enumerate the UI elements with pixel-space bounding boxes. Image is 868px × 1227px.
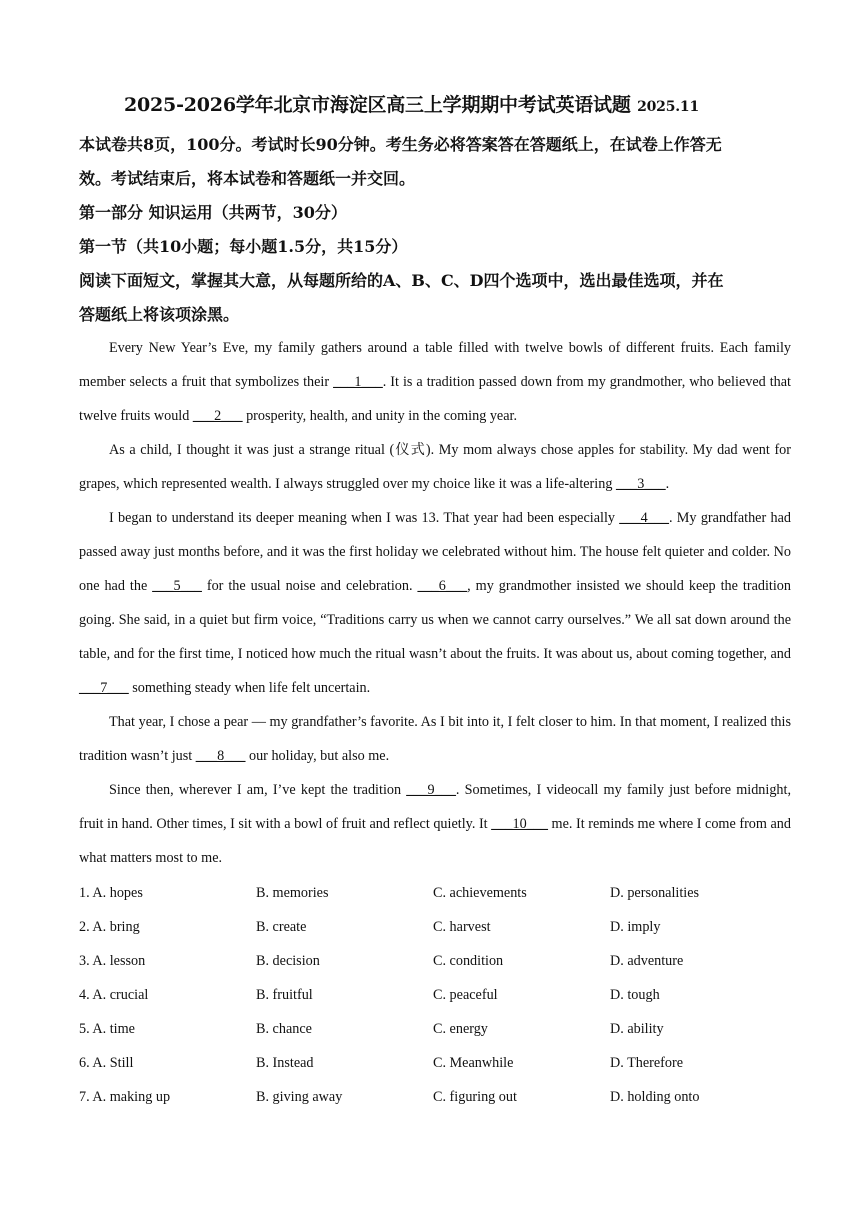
exam-instructions: [79, 128, 799, 332]
option-a: 5. A. time: [79, 1020, 135, 1037]
instruction-line: 本试卷共8页，100分。考试时长90分钟。考生务必将答案答在答题纸上，在试卷上作答无: [79, 135, 722, 154]
passage-text: , my grandmother insisted we should keep the tradition going. She said, in a quiet but firm voice, “Traditions carry us when we cannot carry ourselves.” We all sat down around the table, and for the first time, I noticed how much the ritual wasn’t about the fruits. It was about us, about coming together, and: [79, 578, 791, 662]
option-c: C. energy: [433, 1020, 488, 1037]
option-row-5: [79, 1012, 799, 1046]
blank-4: ___4___: [619, 510, 669, 526]
page-title: [124, 90, 804, 117]
option-a: 6. A. Still: [79, 1054, 134, 1071]
passage-paragraph-1: [79, 331, 791, 433]
passage-paragraph-4: [79, 705, 791, 773]
option-b: B. giving away: [256, 1088, 343, 1105]
passage-text: for the usual noise and celebration.: [201, 578, 418, 594]
option-c: C. Meanwhile: [433, 1054, 514, 1071]
blank-9: ___9___: [406, 782, 456, 798]
option-a: 3. A. lesson: [79, 952, 146, 969]
option-a: 1. A. hopes: [79, 884, 143, 901]
option-a: 4. A. crucial: [79, 986, 149, 1003]
option-c: C. peaceful: [433, 986, 498, 1003]
passage-text: something steady when life felt uncertain.: [128, 680, 371, 696]
title-main: 2025-2026学年北京市海淀区高三上学期期中考试英语试题: [124, 94, 631, 116]
passage-text: our holiday, but also me.: [245, 748, 390, 764]
passage-text: Every New Year’s Eve, my family gathers around a table filled with twelve bowls of different fruits. Each family member selects a fruit that symbolizes their: [79, 340, 791, 390]
blank-3: ___3___: [615, 476, 666, 492]
subsection-heading: 第一节（共10小题；每小题1.5分，共15分）: [79, 237, 408, 256]
passage-text: As a child, I thought it was just a strange ritual (仪式). My mom always chose apples for stability. My dad went for grapes, which represented wealth. I always struggled over my choice like it was a life-altering: [79, 442, 791, 492]
passage-paragraph-3: [79, 501, 791, 705]
blank-2: ___2___: [192, 408, 243, 424]
option-row-2: [79, 910, 799, 944]
option-b: B. Instead: [256, 1054, 314, 1071]
option-d: D. holding onto: [610, 1088, 700, 1105]
option-b: B. decision: [256, 952, 320, 969]
option-c: C. harvest: [433, 918, 491, 935]
passage-text: . It is a tradition passed down from my grandmother, who believed that twelve fruits would: [79, 374, 791, 424]
blank-6: ___6___: [417, 578, 468, 594]
option-row-7: [79, 1080, 799, 1114]
option-c: C. achievements: [433, 884, 527, 901]
passage-text: prosperity, health, and unity in the coming year.: [242, 408, 518, 424]
option-d: D. personalities: [610, 884, 700, 901]
option-c: C. condition: [433, 952, 504, 969]
blank-5: ___5___: [152, 578, 202, 594]
task-direction: 阅读下面短文，掌握其大意，从每题所给的A、B、C、D四个选项中，选出最佳选项，并在: [79, 271, 724, 290]
passage-text: Since then, wherever I am, I’ve kept the tradition: [109, 782, 407, 798]
answer-options: [79, 876, 799, 1114]
option-d: D. Therefore: [610, 1054, 684, 1071]
passage-paragraph-2: [79, 433, 791, 501]
passage-text: me. It reminds me where I come from and what matters most to me.: [79, 816, 791, 866]
option-row-4: [79, 978, 799, 1012]
instruction-line: 效。考试结束后，将本试卷和答题纸一并交回。: [79, 169, 416, 188]
option-b: B. chance: [256, 1020, 312, 1037]
section-heading: 第一部分 知识运用（共两节，30分）: [79, 203, 347, 222]
option-d: D. ability: [610, 1020, 664, 1037]
option-b: B. memories: [256, 884, 329, 901]
blank-8: ___8___: [195, 748, 246, 764]
cloze-passage: [79, 331, 791, 875]
option-row-1: [79, 876, 799, 910]
passage-text: I began to understand its deeper meaning when I was 13. That year had been especially: [109, 510, 620, 526]
blank-1: ___1___: [333, 374, 383, 390]
blank-7: ___7___: [79, 680, 129, 696]
blank-10: ___10___: [491, 816, 548, 832]
passage-paragraph-5: [79, 773, 791, 875]
option-row-6: [79, 1046, 799, 1080]
passage-text: . My grandfather had passed away just months before, and it was the first holiday we celebrated without him. The house felt quieter and colder. No one had the: [79, 510, 792, 594]
passage-text: . Sometimes, I videocall my family just before midnight, fruit in hand. Other times, I sit with a bowl of fruit and reflect quietly. It: [79, 782, 791, 832]
option-b: B. create: [256, 918, 307, 935]
title-date: 2025.11: [637, 99, 699, 115]
option-a: 7. A. making up: [79, 1088, 171, 1105]
option-a: 2. A. bring: [79, 918, 140, 935]
passage-text: .: [665, 476, 670, 492]
option-row-3: [79, 944, 799, 978]
passage-text: That year, I chose a pear — my grandfather’s favorite. As I bit into it, I felt closer to him. In that moment, I realized this tradition wasn’t just: [79, 714, 791, 764]
task-direction: 答题纸上将该项涂黑。: [79, 305, 240, 324]
option-c: C. figuring out: [433, 1088, 517, 1105]
option-b: B. fruitful: [256, 986, 313, 1003]
option-d: D. tough: [610, 986, 660, 1003]
option-d: D. imply: [610, 918, 661, 935]
option-d: D. adventure: [610, 952, 684, 969]
